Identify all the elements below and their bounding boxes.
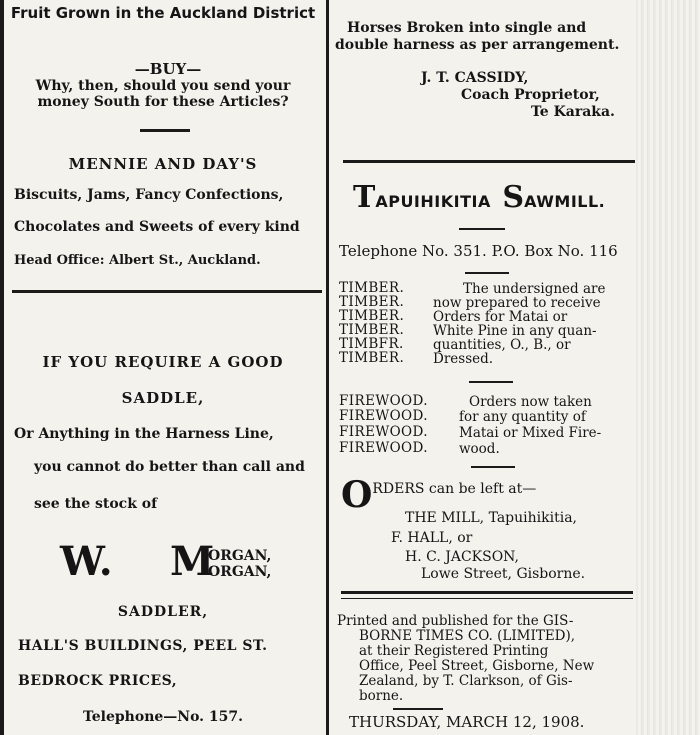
phone-box-line: Telephone No. 351. P.O. Box No. 116 xyxy=(339,242,618,260)
horses-line-2: double harness as per arrangement. xyxy=(335,37,620,53)
mennie-office: Head Office: Albert St., Auckland. xyxy=(14,253,261,268)
timber-label: TIMBFR. xyxy=(339,336,404,352)
mennie-line-1: Biscuits, Jams, Fancy Confections, xyxy=(14,187,284,203)
imprint-line: Zealand, by T. Clarkson, of Gis- xyxy=(359,673,573,689)
imprint-line: BORNE TIMES CO. (LIMITED), xyxy=(359,628,576,644)
dateline-rule xyxy=(393,708,443,710)
section-rule-right xyxy=(343,160,635,163)
firewood-text: for any quantity of xyxy=(459,409,586,425)
orders-address-3: H. C. JACKSON, xyxy=(405,549,519,565)
trade-line: SADDLER, xyxy=(117,604,209,620)
firewood-text: Orders now taken xyxy=(469,394,592,410)
timber-label: TIMBER. xyxy=(339,308,405,324)
firewood-label: FIREWOOD. xyxy=(339,408,428,424)
why-line-1: Why, then, should you send your xyxy=(35,78,291,94)
saddle-line-1: IF YOU REQUIRE A GOOD xyxy=(42,353,284,371)
left-column xyxy=(0,0,326,735)
dateline: THURSDAY, MARCH 12, 1908. xyxy=(349,713,585,731)
cassidy-role: Coach Proprietor, xyxy=(461,87,600,103)
timber-label: TIMBER. xyxy=(339,280,405,296)
orders-initial-o: O xyxy=(341,474,373,516)
sawmill-initial-s: S xyxy=(502,180,525,215)
sawmill-initial-t: T xyxy=(353,180,376,215)
timber-label: TIMBER. xyxy=(339,322,405,338)
name-rest-2: ORGAN, xyxy=(208,564,272,580)
imprint-line: Printed and published for the GIS- xyxy=(337,613,574,629)
why-line-2: money South for these Articles? xyxy=(37,94,289,110)
name-rest-1: ORGAN, xyxy=(208,548,272,564)
address-line: HALL'S BUILDINGS, PEEL ST. xyxy=(18,638,268,654)
short-rule-right xyxy=(459,228,505,230)
short-rule-right-3 xyxy=(469,381,513,383)
cassidy-place: Te Karaka. xyxy=(531,104,615,120)
timber-text: Orders for Matai or xyxy=(433,309,568,325)
firewood-label: FIREWOOD. xyxy=(339,424,428,440)
sawmill-title-mid: APUIHIKITIA xyxy=(375,192,491,211)
saddle-line-3: Or Anything in the Harness Line, xyxy=(14,426,274,442)
page-edge xyxy=(636,0,700,735)
column-rule xyxy=(326,0,329,735)
double-rule-top xyxy=(341,591,633,594)
timber-text: now prepared to receive xyxy=(433,295,601,311)
timber-label: TIMBER. xyxy=(339,294,405,310)
cassidy-name: J. T. CASSIDY, xyxy=(421,70,529,86)
horses-line-1: Horses Broken into single and xyxy=(347,20,587,36)
orders-address-4: Lowe Street, Gisborne. xyxy=(421,566,586,582)
sawmill-title-end: AWMILL. xyxy=(524,192,606,211)
timber-text: White Pine in any quan- xyxy=(433,323,597,339)
saddle-line-2: SADDLE, xyxy=(121,389,205,407)
saddle-line-4: you cannot do better than call and xyxy=(34,459,305,475)
name-initial-m: M xyxy=(170,538,215,585)
buy-line: —BUY— xyxy=(134,60,202,78)
firewood-text: wood. xyxy=(459,441,500,457)
imprint-line: at their Registered Printing xyxy=(359,643,549,659)
prices-line: BEDROCK PRICES, xyxy=(18,673,178,689)
timber-label: TIMBER. xyxy=(339,350,405,366)
timber-text: Dressed. xyxy=(433,351,494,367)
timber-text: The undersigned are xyxy=(463,281,606,297)
orders-address-2: F. HALL, or xyxy=(391,530,473,546)
mennie-line-2: Chocolates and Sweets of every kind xyxy=(14,219,300,235)
imprint-line: Office, Peel Street, Gisborne, New xyxy=(359,658,595,674)
saddle-line-5: see the stock of xyxy=(34,496,158,512)
short-rule-right-4 xyxy=(471,466,515,468)
orders-rest: RDERS can be left at— xyxy=(372,481,537,497)
timber-text: quantities, O., B., or xyxy=(433,337,571,353)
fruit-heading: Fruit Grown in the Auckland District xyxy=(10,4,316,22)
firewood-text: Matai or Mixed Fire- xyxy=(459,425,602,441)
firewood-label: FIREWOOD. xyxy=(339,393,428,409)
telephone-line: Telephone—No. 157. xyxy=(82,709,244,725)
double-rule-bottom xyxy=(341,598,633,599)
firewood-label: FIREWOOD. xyxy=(339,440,428,456)
sawmill-title xyxy=(353,180,605,215)
short-rule-right-2 xyxy=(465,272,509,274)
right-column xyxy=(333,0,635,735)
name-initial-w: W. xyxy=(60,538,113,585)
orders-address-1: THE MILL, Tapuihikitia, xyxy=(405,510,577,526)
mennie-title: MENNIE AND DAY'S xyxy=(68,155,258,173)
imprint-line: borne. xyxy=(359,688,404,704)
short-rule xyxy=(140,129,190,132)
section-rule xyxy=(12,290,322,293)
